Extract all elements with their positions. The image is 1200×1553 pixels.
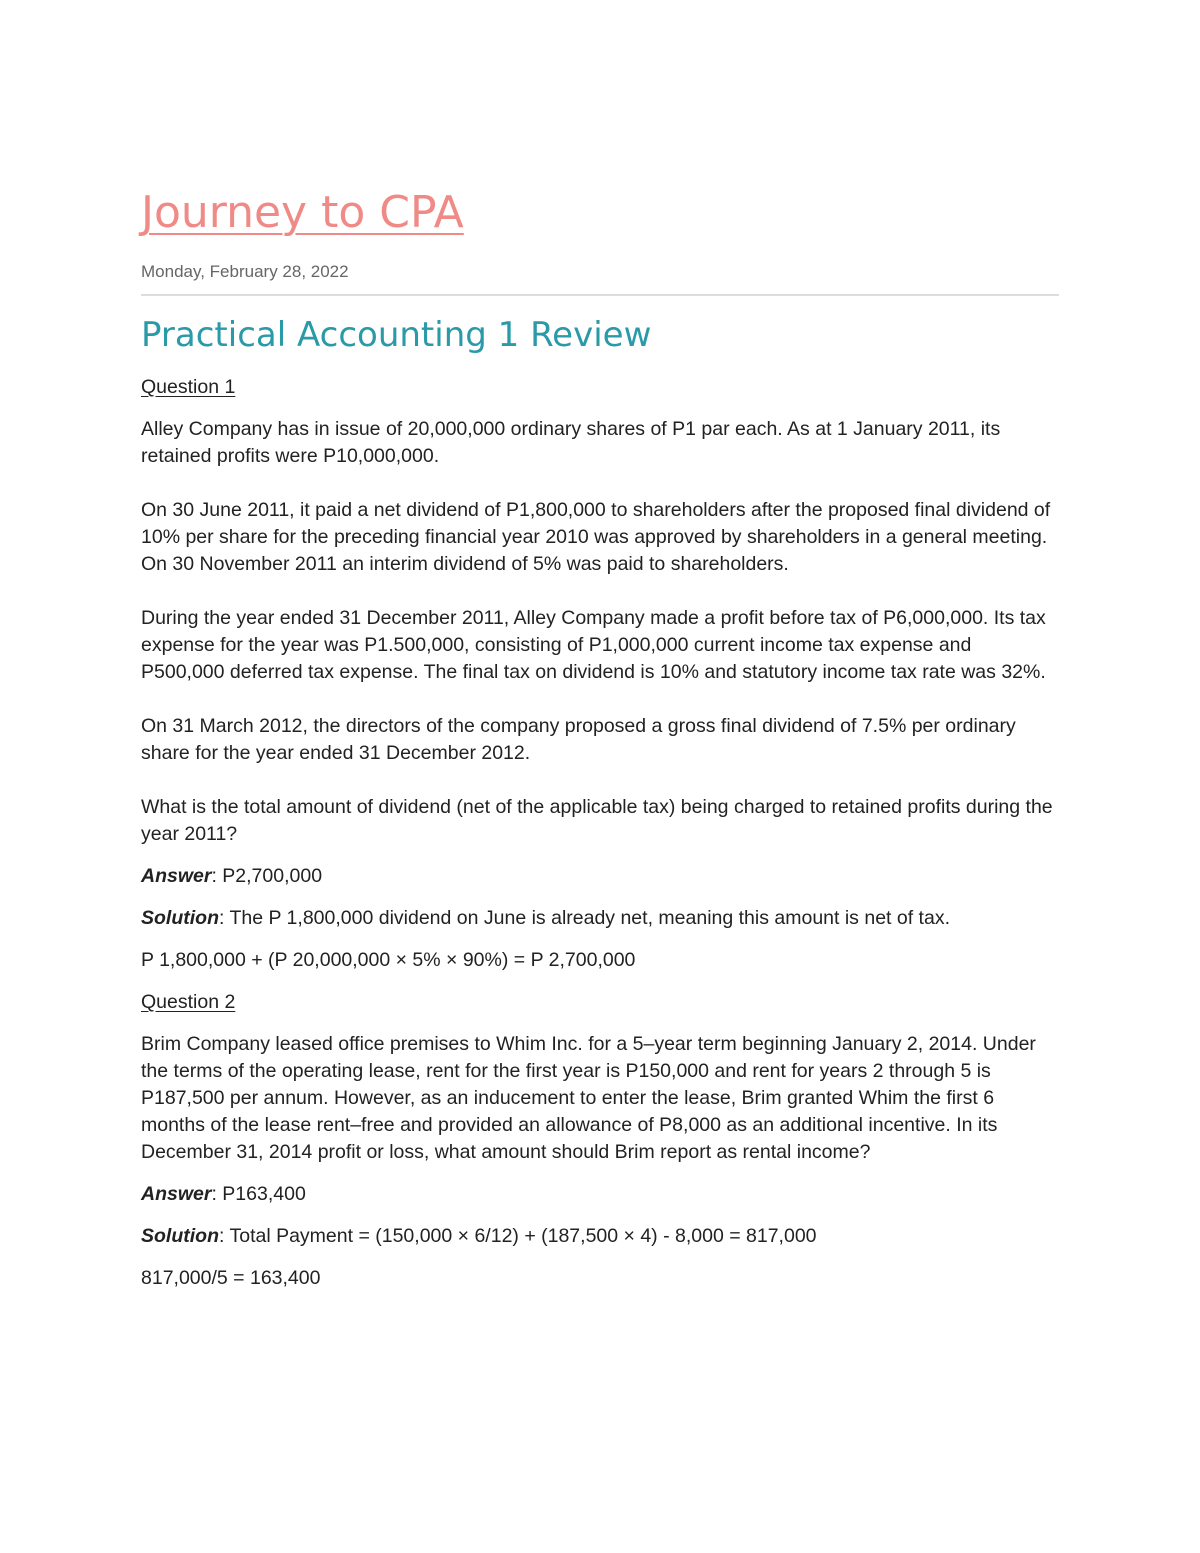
- blog-title-link[interactable]: Journey to CPA: [141, 187, 464, 238]
- solution-label: Solution: [141, 1225, 219, 1247]
- header-divider: [141, 294, 1059, 296]
- question-1-calculation: P 1,800,000 + (P 20,000,000 × 5% × 90%) = P 2,700,000: [141, 949, 636, 971]
- answer-label: Answer: [141, 1183, 212, 1205]
- question-1-solution: [141, 905, 1059, 932]
- question-2-label: Question 2: [141, 991, 236, 1013]
- question-1-paragraph-4: On 31 March 2012, the directors of the company proposed a gross final dividend of 7.5% per ordinary share for the year ended 31 December 2012.: [141, 715, 1016, 764]
- post-title: Practical Accounting 1 Review: [141, 315, 652, 355]
- solution-text: : Total Payment = (150,000 × 6/12) + (187,500 × 4) - 8,000 = 817,000: [218, 1225, 817, 1247]
- question-2-calculation: 817,000/5 = 163,400: [141, 1267, 321, 1289]
- question-1-paragraph-3: During the year ended 31 December 2011, Alley Company made a profit before tax of P6,000,000. Its tax expense for the year was P1.500,000, consisting of P1,000,000 current income tax expense and P500,000 deferred tax expense. The final tax on dividend is 10% and statutory income tax rate was 32%.: [141, 607, 1046, 683]
- post-body: [141, 374, 1059, 1292]
- post-date: Monday, February 28, 2022: [141, 262, 349, 281]
- question-2-paragraph-1: Brim Company leased office premises to Whim Inc. for a 5–year term beginning January 2, 2014. Under the terms of the operating lease, rent for the first year is P150,000 and rent for years 2 through 5 is P187,500 per annum. However, as an inducement to enter the lease, Brim granted Whim the first 6 months of the lease rent–free and provided an allowance of P8,000 as an additional incentive. In its December 31, 2014 profit or loss, what amount should Brim report as rental income?: [141, 1033, 1036, 1163]
- question-2-solution: [141, 1223, 1059, 1250]
- question-1-paragraph-2: On 30 June 2011, it paid a net dividend of P1,800,000 to shareholders after the proposed final dividend of 10% per share for the preceding financial year 2010 was approved by shareholders in a general meeting. On 30 November 2011 an interim dividend of 5% was paid to shareholders.: [141, 499, 1051, 575]
- solution-text: : The P 1,800,000 dividend on June is already net, meaning this amount is net of tax.: [218, 907, 950, 929]
- question-1-answer: [141, 863, 1059, 890]
- answer-label: Answer: [141, 865, 212, 887]
- question-2-answer: [141, 1181, 1059, 1208]
- solution-label: Solution: [141, 907, 219, 929]
- question-1-label: Question 1: [141, 376, 236, 398]
- question-1-paragraph-1: Alley Company has in issue of 20,000,000 ordinary shares of P1 par each. As at 1 January 2011, its retained profits were P10,000,000.: [141, 418, 1001, 467]
- answer-value: : P2,700,000: [211, 865, 323, 887]
- answer-value: : P163,400: [211, 1183, 306, 1205]
- question-1-question: What is the total amount of dividend (net of the applicable tax) being charged to retained profits during the year 2011?: [141, 796, 1053, 845]
